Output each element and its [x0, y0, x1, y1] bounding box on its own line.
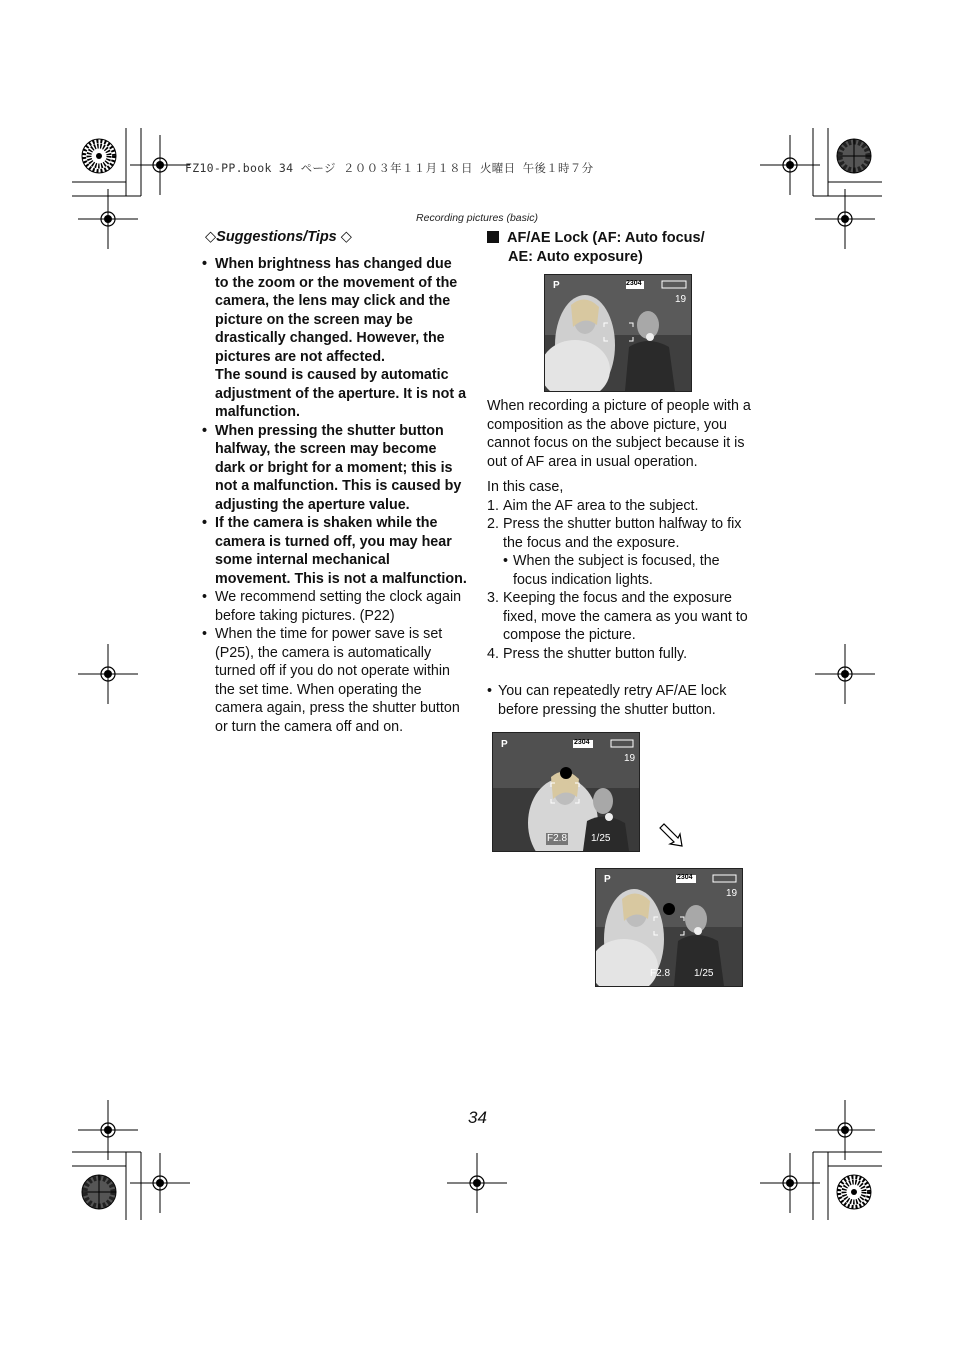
book-file-header: FZ10-PP.book 34 ページ ２００３年１１月１８日 火曜日 午後１時７分: [185, 161, 594, 175]
afae-lock-heading: AF/AE Lock (AF: Auto focus/ AE: Auto exposure): [487, 229, 747, 267]
arrow-down-right-icon: [656, 822, 686, 850]
resolution-indicator: 2304: [626, 280, 642, 287]
shots-remaining: 19: [624, 753, 636, 764]
tips-list: [202, 255, 468, 736]
list-item: • We recommend setting the clock again before taking pictures. (P22): [202, 588, 468, 625]
diamond-icon: ◇: [205, 229, 217, 245]
list-item: • When pressing the shutter button halfway, the screen may become dark or bright for a moment; this is not a malfunction. This is caused by adjusting the aperture value.: [202, 422, 468, 515]
afae-intro: When recording a picture of people with a composition as the above picture, you cannot focus on the subject because it is out of AF area in usual operation.: [487, 398, 751, 470]
square-bullet-icon: [487, 231, 499, 243]
mode-indicator: P: [553, 280, 560, 291]
tips-title: Suggestions/Tips: [216, 229, 337, 245]
resolution-indicator: 2304: [677, 874, 693, 881]
diamond-icon: ◇: [340, 229, 352, 245]
tips-heading: [205, 229, 352, 245]
shots-remaining: 19: [726, 888, 738, 899]
shutter-speed: 1/25: [694, 968, 714, 979]
list-item: 4. Press the shutter button fully.: [487, 645, 688, 662]
afae-retry-note: • You can repeatedly retry AF/AE lock before pressing the shutter button.: [487, 682, 753, 719]
list-item: • When brightness has changed due to the zoom or the movement of the camera, the lens may click and the picture on the screen may be drastically changed. However, the pictures are not affected. The sound is caused by automatic adjustment of the aperture. It is not a malfunction.: [202, 255, 468, 422]
mode-indicator: P: [604, 874, 611, 885]
lcd-screen-photo-2: [492, 732, 640, 852]
aperture-value: F2.8: [650, 968, 671, 979]
list-item: 1. Aim the AF area to the subject.: [487, 497, 699, 514]
list-item: • When the subject is focused, the focus indication lights.: [487, 552, 753, 589]
resolution-indicator: 2304: [574, 739, 590, 746]
list-item: 3. Keeping the focus and the exposure fixed, move the camera as you want to compose the picture.: [487, 590, 748, 643]
list-item: • When the time for power save is set (P25), the camera is automatically turned off if you do not operate within the set time. When operating the camera again, press the shutter button or turn the camera off and on.: [202, 625, 468, 736]
lcd-screen-photo-3: [595, 868, 743, 987]
page-number: 34: [468, 1108, 487, 1127]
lcd-screen-photo-1: [544, 274, 692, 392]
shots-remaining: 19: [675, 294, 687, 305]
mode-indicator: P: [501, 739, 508, 750]
aperture-value: F2.8: [547, 833, 568, 844]
running-head: Recording pictures (basic): [416, 212, 538, 224]
steps-list: [487, 497, 753, 664]
afae-steps: In this case, 1. Aim the AF area to the subject. 2. Press the shutter button halfway to fix the focus and the exposure. • When the subject is focused, the focus indication lights. 3. Keeping the focus and the exposure fixed, move the camera as you want to compose the picture. 4. Press the shutter button fully.: [487, 478, 753, 663]
list-item: 2. Press the shutter button halfway to fix the focus and the exposure.: [487, 516, 742, 551]
list-item: • If the camera is shaken while the camera is turned off, you may hear some internal mechanical movement. This is not a malfunction.: [202, 514, 468, 588]
shutter-speed: 1/25: [591, 833, 611, 844]
